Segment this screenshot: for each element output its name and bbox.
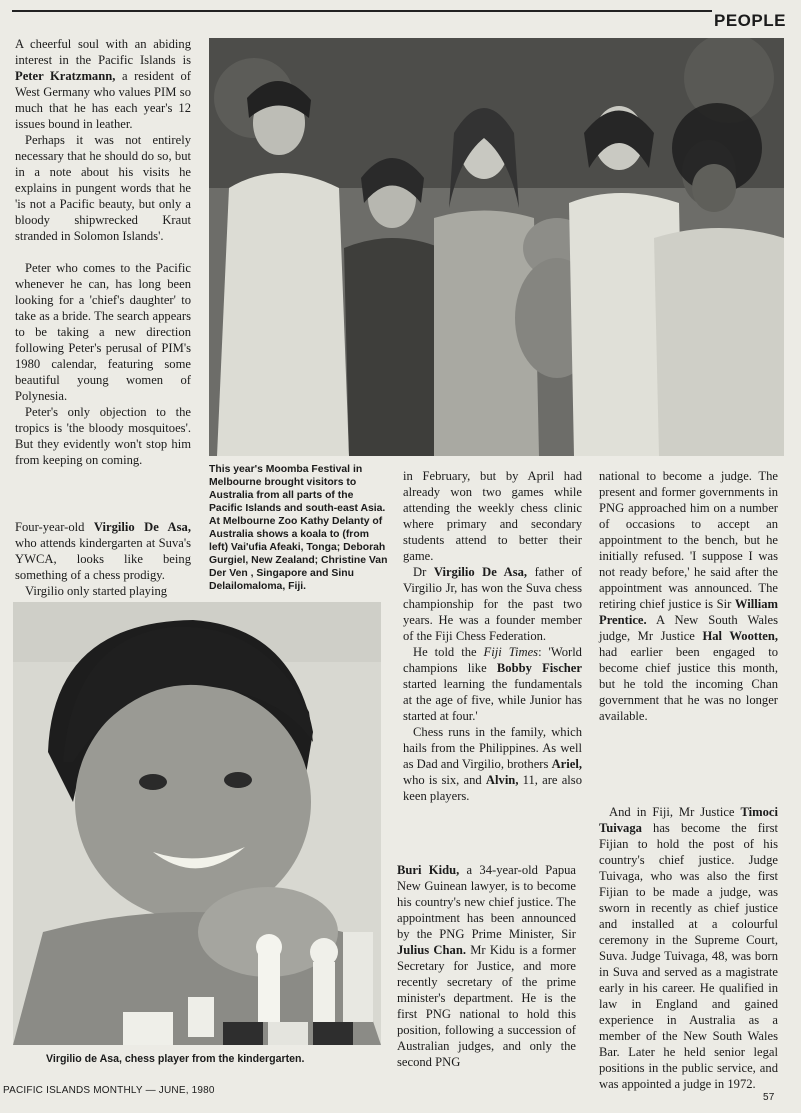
paragraph: Buri Kidu, a 34-year-old Papua New Guinean lawyer, is to become his country's new chief justice. The appointment has been announced by the PNG Prime Minister, Sir Julius Chan. Mr Kidu is a former Secretary for Justice, and more recently secretary of the prime minister's department. He is the first PNG national to hold this position, following a succession of Australian judges, and only the second PNG bbox=[397, 863, 576, 1069]
header-rule bbox=[12, 10, 712, 12]
virgilio-photo bbox=[13, 602, 381, 1045]
photo-illustration bbox=[209, 38, 784, 456]
paragraph: A cheerful soul with an abiding interest in the Pacific Islands is Peter Kratzmann, a resident of West Germany who values PIM so much that he has each year's 12 issues bound in leather. bbox=[15, 37, 191, 131]
photo-illustration bbox=[13, 602, 381, 1045]
paragraph: in February, but by April had already won two games while attending the weekly chess clinic where primary and secondary students attend to better their game. bbox=[403, 469, 582, 563]
person-name: Buri Kidu, bbox=[397, 863, 460, 877]
paragraph: Peter's only objection to the tropics is 'the bloody mosquitoes'. But they evidently won't stop him from keeping on coming. bbox=[15, 405, 191, 467]
paragraph: national to become a judge. The present and former governments in PNG approached him on a number of occasions to accept an appointment to the bench, but he initially refused. 'I suppose I was not ready before,' he said after the appointment was announced. The retiring chief justice is Sir William Prentice. A New South Wales judge, Mr Justice Hal Wootten, had earlier been engaged to become chief justice this month, but he told the incoming Chan government that he was no longer available. bbox=[599, 469, 779, 723]
paragraph: Virgilio only started playing bbox=[25, 584, 168, 598]
judges-article bbox=[599, 468, 778, 724]
paragraph: Peter who comes to the Pacific whenever he can, has long been looking for a 'chief's daughter' to take as a bride. The search appears to be taking a new direction following Peter's perusal of PIM's 1980 calendar, featuring some beautiful young women of Polynesia. bbox=[15, 261, 191, 403]
virgilio-article bbox=[15, 519, 191, 599]
person-name: Hal Wootten, bbox=[702, 629, 779, 643]
moomba-photo-caption: This year's Moomba Festival in Melbourne brought visitors to Australia from all parts of the Pacific Islands and south-east Asia. At Melbourne Zoo Kathy Delanty of Australia shows a koala to (from left) Vai'ufia Afeaki, Tonga; Deborah Gurgiel, New Zealand; Christine Van Der Ven , Singapore and Sinu Delailomaloma, Fiji. bbox=[209, 464, 388, 592]
person-name: Julius Chan. bbox=[397, 943, 466, 957]
moomba-festival-photo bbox=[209, 38, 784, 456]
person-name: Peter Kratzmann, bbox=[15, 69, 116, 83]
paragraph: Perhaps it was not entirely necessary that he should do so, but in a note about his visits he explains in pungent words that he 'is not a Pacific beauty, but only a bloody shipwrecked Kraut stranded in Solomon Islands'. bbox=[15, 133, 191, 243]
person-name: Virgilio De Asa, bbox=[93, 520, 191, 534]
paragraph: He told the Fiji Times: 'World champions like Bobby Fischer started learning the fundamentals at the age of five, while Junior has started at four.' bbox=[403, 645, 582, 723]
person-name: Bobby Fischer bbox=[496, 661, 582, 675]
paragraph: Chess runs in the family, which hails from the Philippines. As well as Dad and Virgilio, brothers Ariel, who is six, and Alvin, 11, are also keen players. bbox=[403, 725, 583, 803]
magazine-footer: PACIFIC ISLANDS MONTHLY — JUNE, 1980 bbox=[3, 1085, 215, 1096]
kidu-article bbox=[397, 862, 576, 1070]
person-name: William Prentice. bbox=[599, 597, 778, 627]
paragraph: Four-year-old Virgilio De Asa, who attends kindergarten at Suva's YWCA, looks like being something of a chess prodigy. bbox=[15, 520, 191, 582]
tuivaga-article bbox=[599, 804, 778, 1092]
section-title: PEOPLE bbox=[714, 11, 786, 30]
paragraph: And in Fiji, Mr Justice Timoci Tuivaga has become the first Fijian to hold the post of his country's chief justice. Judge Tuivaga, who was also the first Fijian to be made a judge, was sworn in recently as chief justice and installed at a colourful ceremony in the Supreme Court, Suva. Judge Tuivaga, 48, was born in Suva and served as a magistrate early in his career. He qualified in law in England and gained experience in Australia as a member of the New South Wales Bar. Later he held senior legal positions in the public service, and was appointed a judge in 1972. bbox=[599, 805, 778, 1091]
paragraph: Dr Virgilio De Asa, father of Virgilio Jr, has won the Suva chess championship for the past two years. He was a founder member of the Fiji Chess Federation. bbox=[403, 565, 582, 643]
person-name: Ariel, bbox=[551, 757, 582, 771]
person-name: Alvin, bbox=[485, 773, 519, 787]
person-name: Virgilio De Asa, bbox=[433, 565, 528, 579]
person-name: Timoci Tuivaga bbox=[599, 805, 778, 835]
kratzmann-article bbox=[15, 36, 191, 468]
chess-article-continued bbox=[403, 468, 582, 804]
page-number: 57 bbox=[763, 1092, 775, 1103]
newspaper-name: Fiji Times bbox=[483, 645, 539, 659]
virgilio-photo-caption: Virgilio de Asa, chess player from the kindergarten. bbox=[46, 1053, 305, 1065]
